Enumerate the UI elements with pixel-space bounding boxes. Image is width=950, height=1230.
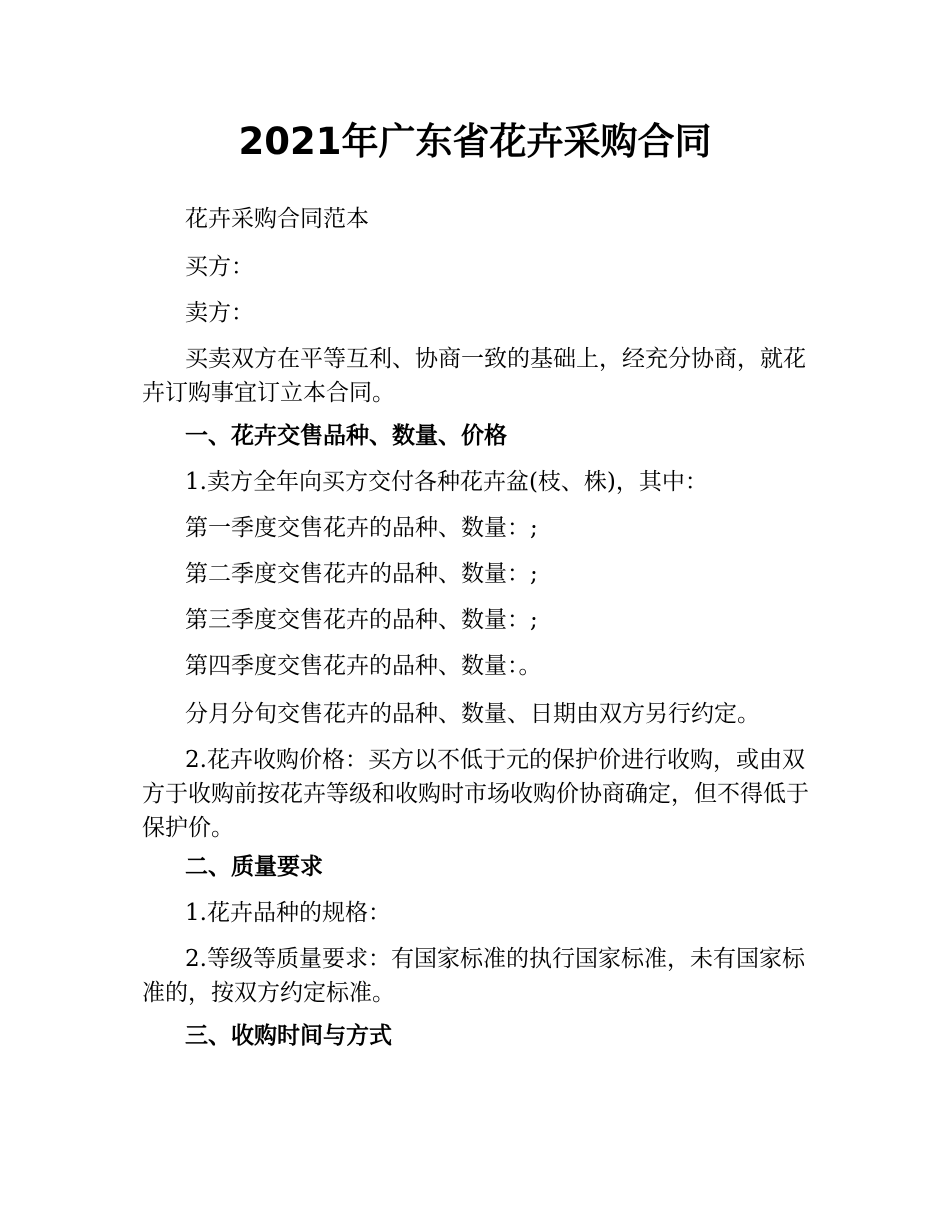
paragraph-q4: 第四季度交售花卉的品种、数量：。 <box>185 653 542 679</box>
paragraph-template-name: 花卉采购合同范本 <box>185 206 369 232</box>
paragraph-monthly: 分月分旬交售花卉的品种、数量、日期由双方另行约定。 <box>185 701 760 727</box>
paragraph-preamble: 买卖双方在平等互利、协商一致的基础上，经充分协商，就花卉订购事宜订立本合同。 <box>142 346 806 406</box>
paragraph-q3: 第三季度交售花卉的品种、数量：; <box>185 607 538 633</box>
section-heading-2: 二、质量要求 <box>185 854 323 880</box>
document-title: 2021年广东省花卉采购合同 <box>238 120 712 163</box>
section-heading-1: 一、花卉交售品种、数量、价格 <box>185 423 507 449</box>
paragraph-clause-1-2: 2.花卉收购价格：买方以不低于元的保护价进行收购，或由双方于收购前按花卉等级和收购时市场收购价协商确定，但不得低于保护价。 <box>142 747 809 841</box>
paragraph-q2: 第二季度交售花卉的品种、数量：; <box>185 561 538 587</box>
paragraph-buyer: 买方： <box>185 254 254 280</box>
paragraph-seller: 卖方： <box>185 300 254 326</box>
paragraph-clause-2-1: 1.花卉品种的规格： <box>185 900 391 926</box>
paragraph-clause-2-2: 2.等级等质量要求：有国家标准的执行国家标准，未有国家标准的，按双方约定标准。 <box>142 946 805 1006</box>
section-heading-3: 三、收购时间与方式 <box>185 1023 392 1049</box>
paragraph-clause-1-1: 1.卖方全年向买方交付各种花卉盆(枝、株)，其中： <box>185 469 708 495</box>
paragraph-q1: 第一季度交售花卉的品种、数量：; <box>185 515 538 541</box>
